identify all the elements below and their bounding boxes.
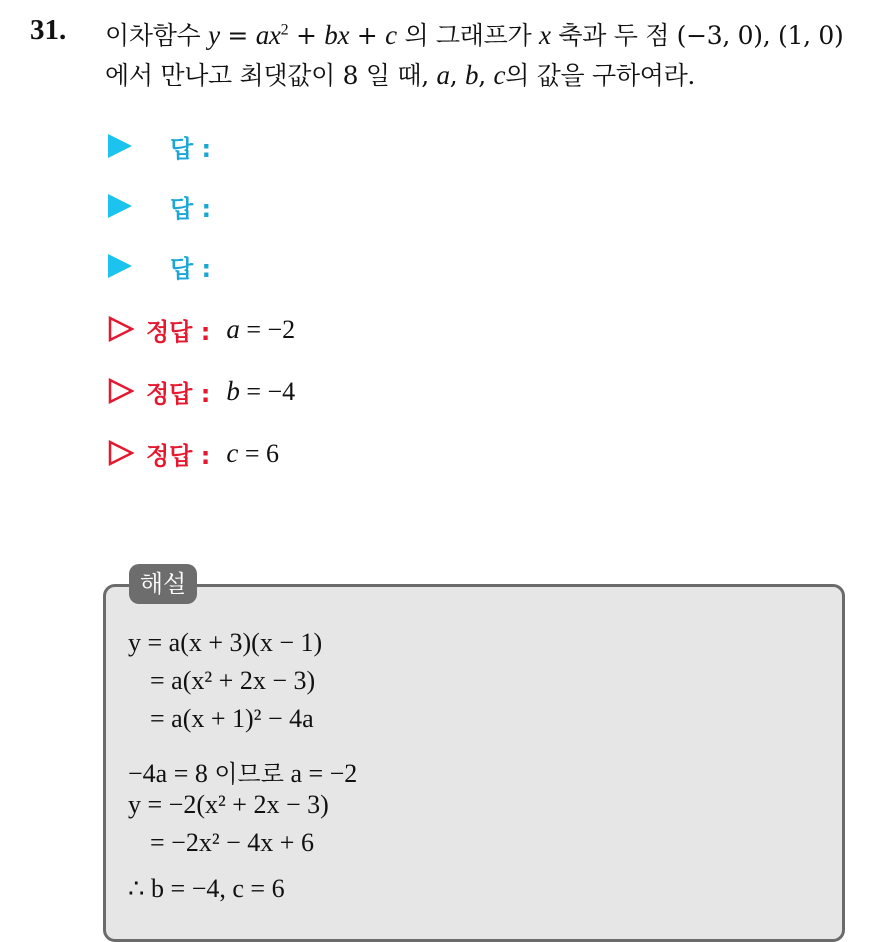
correct-answer-row [108, 433, 279, 473]
separator: , [478, 61, 494, 90]
math-var: x [539, 20, 551, 50]
math-expr: a = −2 [290, 759, 358, 788]
math-op: = [219, 21, 256, 50]
math-op: + [349, 21, 386, 50]
correct-answer-label: 정답 : [146, 317, 211, 346]
math-var: a [226, 313, 240, 344]
outline-triangle-icon [108, 440, 134, 466]
correct-answer-row [108, 371, 295, 411]
outline-triangle-icon [108, 378, 134, 404]
math-rest: = −4 [239, 376, 296, 406]
question-line-1 [105, 16, 843, 52]
answer-label: 답 : [170, 134, 212, 163]
question-text: 축과 두 점 (−3, 0), (1, 0) [558, 21, 844, 50]
correct-answer-row [108, 309, 295, 349]
math-rest: = 6 [238, 438, 279, 468]
solution-line: = a(x + 1)² − 4a [150, 704, 314, 733]
math-var: x [268, 20, 281, 50]
solution-line [128, 754, 357, 789]
math-var: c [493, 60, 506, 90]
math-var: x [337, 20, 350, 50]
math-var: c [385, 20, 397, 50]
correct-answer-value [226, 376, 295, 407]
correct-answer-label: 정답 : [146, 379, 211, 408]
outline-triangle-icon [108, 316, 134, 342]
solution-tag: 해설 [129, 564, 197, 604]
question-text: 이차함수 [105, 21, 201, 50]
answer-label: 답 : [170, 194, 212, 223]
math-var: y [208, 20, 220, 50]
question-number: 31. [30, 14, 67, 46]
play-triangle-icon [108, 254, 132, 278]
math-var: b [226, 375, 240, 406]
question-text: 에서 만나고 최댓값이 8 일 때, [105, 61, 429, 90]
solution-line: = a(x² + 2x − 3) [150, 666, 316, 695]
correct-answer-value [226, 438, 279, 469]
correct-answer-value [226, 314, 295, 345]
math-rest: = −2 [239, 314, 296, 344]
solution-line: = −2x² − 4x + 6 [150, 828, 314, 857]
question-text: 의 값을 구하여라. [505, 61, 696, 90]
math-var: a [436, 60, 450, 90]
play-triangle-icon [108, 134, 132, 158]
math-var: b [465, 60, 479, 90]
answer-label: 답 : [170, 254, 212, 283]
question-line-2 [105, 56, 695, 92]
answer-row [108, 126, 211, 166]
correct-answer-label: 정답 : [146, 441, 211, 470]
answer-row [108, 186, 211, 226]
math-var: b [324, 20, 338, 50]
math-var: c [226, 437, 239, 468]
separator: , [449, 61, 465, 90]
math-expr: −4a = 8 [128, 759, 208, 788]
math-var: a [255, 20, 269, 50]
solution-line: ∴ b = −4, c = 6 [128, 874, 285, 903]
play-triangle-icon [108, 194, 132, 218]
solution-text: 이므로 [214, 760, 284, 788]
answer-row [108, 246, 211, 286]
math-op: + [288, 21, 325, 50]
solution-line: y = a(x + 3)(x − 1) [128, 628, 323, 657]
math-exponent: 2 [280, 21, 289, 39]
question-text: 의 그래프가 [404, 21, 532, 50]
solution-line: y = −2(x² + 2x − 3) [128, 790, 329, 819]
